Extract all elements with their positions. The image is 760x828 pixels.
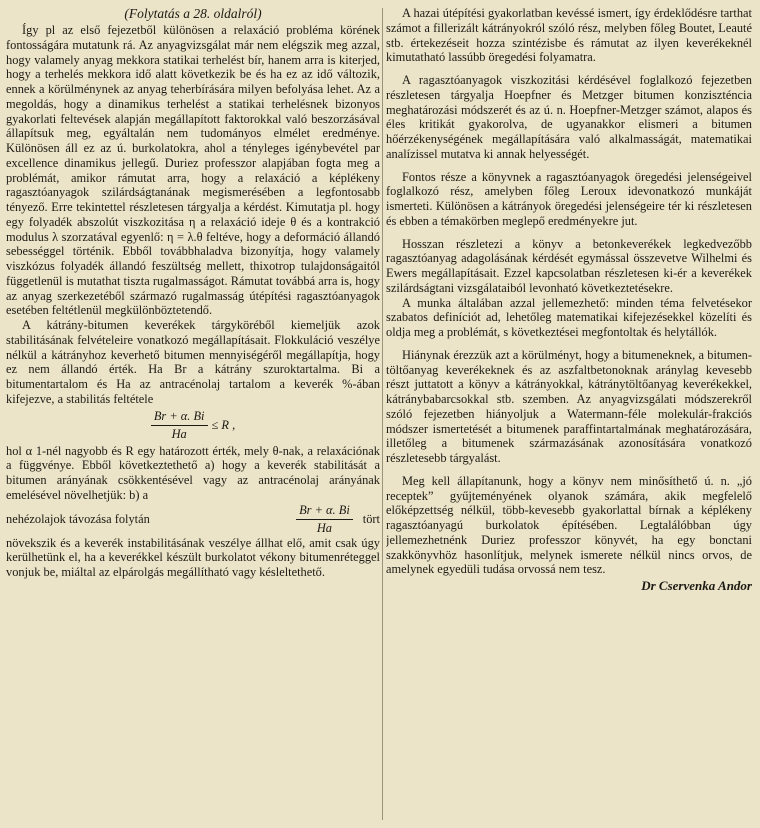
paragraph-viscosity: A ragasztóanyagok viszkozitási kérdésével foglalkozó fejezetben részletesen tárgyalja Hoepfner és Metzger bitumen konziszténcia meghatározási módszerét és az ú. n. Hoepfner-Metzger számot, alapos és éles kritikát gyakorolva, de ugyanakkor elismeri a bitumen hőérzékenységének megállapítására való alkalmasságát, matematikai analízissel mutatva ki annak helyességét. — [386, 73, 752, 161]
paragraph-final-assessment: Meg kell állapítanunk, hogy a könyv nem minősíthető ú. n. „jó receptek” gyűjteményének olyanok számára, akik megfelelő előképzettség nélkül, több-kevesebb gyakorlattal bírnak a képlékeny ragasztóanyagú burkolatok építésében. Legtalálóbban úgy jellemezhetnénk Duriez professzor könyvét, ha egy bonctani szakkönyvhöz hasonlítjuk, melynek ismerete nélkül nincs orvos, de amelynek egyedüli tudása orvossá nem tesz. — [386, 473, 752, 577]
inline-formula-lead: nehézolajok távozása folytán — [6, 511, 150, 526]
column-divider — [382, 8, 383, 820]
paragraph-aging: Fontos része a könyvnek a ragasztóanyagok öregedési jelenségeivel foglalkozó rész, amelyben főleg Leroux idevonatkozó munkáját ismerteti. Különösen a kátrányok öregedési jelenségeire tér ki részletesen és ebben a témakörben meglepő eredményekre jut. — [386, 169, 752, 228]
paragraph-shortcomings: Hiánynak érezzük azt a körülményt, hogy a bitumeneknek, a bitumen-töltőanyag keverékeknek és az aszfaltbetonoknak aránylag kevesebb részt juttatott a könyv a kátrányokkal, kátránytöltőanyag keverékekkel, kátránybabarcsokkal stb. szemben. Az anyagvizsgálati módszerekről szóló fejezetben hiányoljuk a Watermann-féle molekulár-frakciós módszer ismertetését a bitumenek paraffintartalmának meghatározására, illetőleg a bitumenek származásának azonosítására vonatkozó részletesebb tárgyalást. — [386, 347, 752, 465]
inline-fraction — [296, 503, 353, 536]
author-signature: Dr Cservenka Andor — [641, 578, 752, 593]
inline-formula-tail: tört — [362, 511, 380, 526]
paragraph-relaxation: Így pl az első fejezetből különösen a relaxáció probléma körének fontosságára mutatunk rá. Az anyagvizsgálat már nem elégszik meg azzal, hogy valamely anyag mekkora statikai terhelést bír, hanem arra is kiterjed, hogy a terhelés mekkora idő alatt következik be és ha ez az idő változik, ennek a körülménynek az anyag teherbírására milyen befolyása lehet. Az a megoldás, hogy a dinamikus terhelést a statikai terhelésnek bizonyos gyakorlati feltevések alapján megállapított faktorokkal való beszorzásával állapítsuk meg, egyáltalán nem tudományos elmélet eredménye. Különösen áll ez az ú. burkolatokra, ahol a tényleges igénybevétel par excellence dinamikus jellegű. Duriez professzor alapjában fogta meg a problémát, amikor rámutat arra, hogy a relaxáció a képlékeny ragasztóanyagok szilárdságtanának megismerésében a legfontosabb tényező. Erre tekintettel részletesen tárgyalja a kérdést. Kimutatja pl. hogy egy folyadék abszolút viszkozitása η a relaxáció ideje θ és a kontrakció modulus λ szorzatával egyenlő: η = λ.θ feltéve, hogy a deformáció állandó sebességgel történik. Ebből továbbhaladva bizonyítja, hogy valamely viszkózus folyadék állandó feszültség mellett, thixotrop tulajdonságaitól függetlenül is mutathat tiszta rugalmasságot. Rámutat továbbá arra is, hogy az anyag szerkezetéből származó rugalmasság útépítési ragasztóanyagok esetében feltétlenül megkülönböztetendő. — [6, 23, 380, 318]
fraction-denominator: Ha — [171, 426, 187, 441]
paragraph-filler-tar: A hazai útépítési gyakorlatban kevéssé ismert, így érdeklődésre tarthat számot a fillerizált kátrányokról szóló rész, melyben főleg Boutet, Leauté stb. értekezéseit hozza szintézisbe és rámutat az ilyen keverékeknél kimutatható lassúbb öregedési folyamatra. — [386, 6, 752, 65]
paragraph-tar-bitumen: A kátrány-bitumen keverékek tárgyköréből kiemeljük azok stabilitásának felvételeire vonatkozó megállapításait. Flokkuláció veszélye nélkül a kátrányhoz keverhető bitumen mennyiségéről megállapítja, hogy ez nem állandó érték. Ha Br a kátrány szuroktartalma. Bi a bitumentartalom és Ha az antracénolaj tartalom a keverék %-ában kifejezve, a stabilitás feltétele — [6, 318, 380, 406]
paragraph-conclusion: hol α 1-nél nagyobb és R egy határozott érték, mely θ-nak, a relaxációnak a függvénye. Ebből következtethető a) hogy a keverék stabilitását a bitumen arányának csökkentésével vagy az antracénolaj arányának emelésével növelhetjük: b) a — [6, 443, 380, 502]
inline-fraction-denominator: Ha — [316, 520, 333, 535]
fraction-numerator: Br + α. Bi — [151, 409, 208, 426]
right-column — [386, 6, 752, 822]
paragraph-concrete-mix: Hosszan részletezi a könyv a betonkeverékek legkedvezőbb ragasztóanyag adagolásának kérdését egymással összevetve Wilhelmi és Ewers megállapításait. Ezzel kapcsolatban részletesen ki-ér a keverékek szilárdságtani vizsgálataiból levonható következtetésekre. — [386, 236, 752, 295]
formula-relation: ≤ R , — [211, 417, 236, 432]
stability-formula — [6, 409, 380, 442]
paragraph-conclusion-end: növekszik és a keverék instabilitásának veszélye állhat elő, amit csak úgy kerülhetünk el, ha a keverékkel készült burkolatot vékony bitumenréteggel vonjuk be, miáltal az elpárolgás megállítható vagy késleltethető. — [6, 535, 380, 579]
paragraph-characterization: A munka általában azzal jellemezhető: minden téma felvetésekor szabatos definíciót ad, lehetőleg matematikai kifejezésekkel közelíti és oldja meg a problémát, s következtései megfontoltak és helytállók. — [386, 295, 752, 339]
inline-fraction-numerator: Br + α. Bi — [296, 503, 353, 520]
stability-fraction — [151, 409, 208, 442]
left-column — [6, 6, 380, 822]
inline-formula-line — [6, 503, 380, 536]
continuation-heading: (Folytatás a 28. oldalról) — [124, 6, 262, 21]
